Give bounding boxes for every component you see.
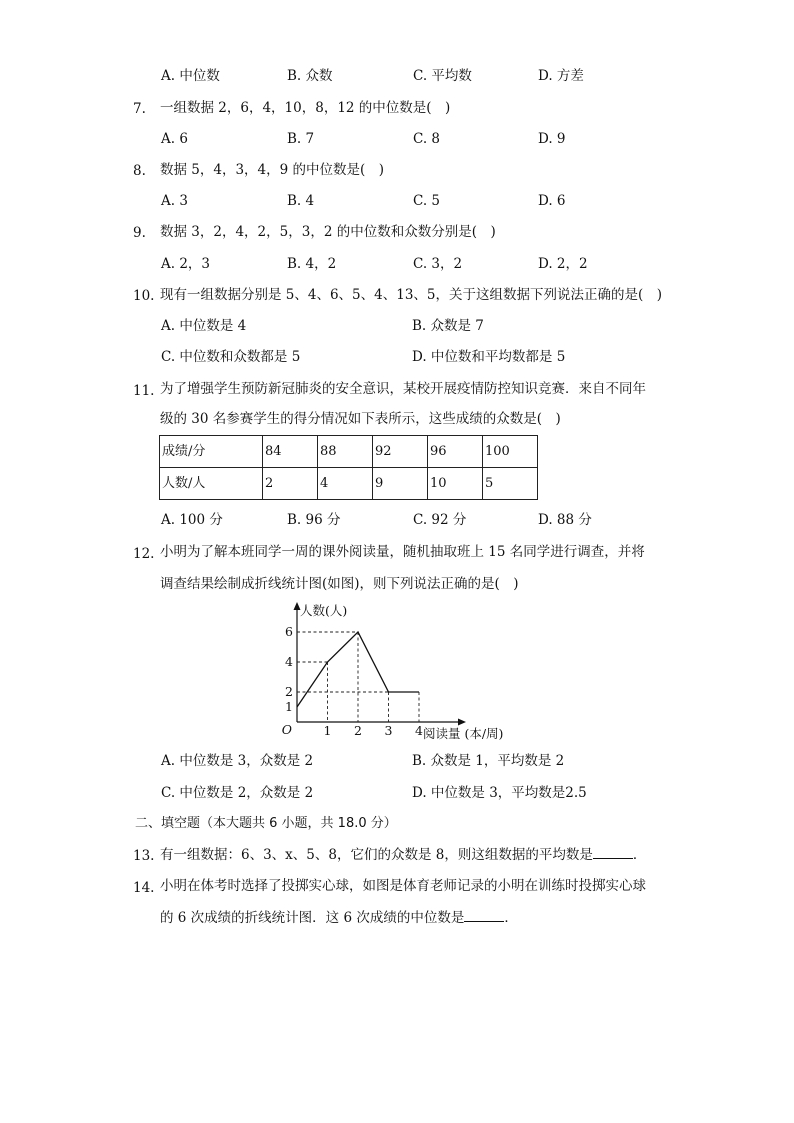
q7-choice-a: A. 6 [161, 131, 188, 147]
q7-choice-b: B. 7 [287, 131, 315, 147]
q14-number: 14. [133, 880, 155, 896]
table-cell: 84 [263, 436, 318, 468]
q11-stem-line2: 级的 30 名参赛学生的得分情况如下表所示，这些成绩的众数是( ) [160, 411, 561, 427]
table-cell: 人数/人 [160, 468, 263, 500]
score-table [159, 435, 538, 500]
table-cell: 4 [318, 468, 373, 500]
table-cell: 5 [483, 468, 538, 500]
q9-choice-d: D. 2，2 [538, 256, 588, 272]
q12-choice-b: B. 众数是 1，平均数是 2 [412, 753, 565, 769]
table-cell: 9 [373, 468, 428, 500]
table-cell: 100 [483, 436, 538, 468]
y-tick-label: 6 [285, 624, 293, 639]
answer-blank [593, 846, 633, 859]
q12-choice-d: D. 中位数是 3，平均数是2.5 [412, 785, 587, 801]
y-tick-label: 2 [285, 684, 293, 699]
q13-end: ． [632, 847, 647, 863]
q6-choice-d: D. 方差 [538, 68, 584, 84]
q9-choice-a: A. 2，3 [161, 256, 211, 272]
q8-choice-a: A. 3 [161, 193, 188, 209]
q7-stem: 一组数据 2，6，4，10，8，12 的中位数是( ) [160, 100, 451, 116]
q9-choice-c: C. 3，2 [413, 256, 463, 272]
q10-number: 10. [133, 288, 155, 304]
x-tick-label: 4 [415, 723, 423, 738]
q14-end: ． [504, 910, 518, 926]
q13-number: 13. [133, 848, 155, 864]
q11-choice-c: C. 92 分 [413, 512, 467, 528]
q13-stem [160, 846, 646, 864]
q6-choice-a: A. 中位数 [161, 68, 220, 84]
q6-choice-c: C. 平均数 [413, 68, 472, 84]
q12-stem-line2: 调查结果绘制成折线统计图(如图)，则下列说法正确的是( ) [160, 576, 519, 592]
q10-stem: 现有一组数据分别是 5、4、6、5、4、13、5，关于这组数据下列说法正确的是( ) [160, 287, 663, 303]
q11-choice-b: B. 96 分 [287, 512, 341, 528]
q12-number: 12. [133, 546, 155, 562]
x-tick-label: 3 [384, 723, 393, 738]
q8-choice-c: C. 5 [413, 193, 441, 209]
q8-stem: 数据 5，4，3，4，9 的中位数是( ) [160, 162, 385, 178]
q8-choice-b: B. 4 [287, 193, 315, 209]
q12-stem-line1: 小明为了解本班同学一周的课外阅读量，随机抽取班上 15 名同学进行调查，并将 [160, 544, 645, 560]
section-heading: 二、填空题（本大题共 6 小题，共 18.0 分） [135, 816, 397, 831]
q11-stem-line1: 为了增强学生预防新冠肺炎的安全意识，某校开展疫情防控知识竞赛．来自不同年 [160, 381, 646, 397]
y-tick-label: 1 [285, 699, 293, 714]
q7-choice-d: D. 9 [538, 131, 566, 147]
table-cell: 96 [428, 436, 483, 468]
answer-blank [464, 909, 504, 922]
q7-choice-c: C. 8 [413, 131, 441, 147]
q10-choice-a: A. 中位数是 4 [161, 318, 247, 334]
q14-stem-line1: 小明在体考时选择了投掷实心球，如图是体育老师记录的小明在训练时投掷实心球 [160, 878, 646, 894]
q9-choice-b: B. 4，2 [287, 256, 337, 272]
reading-line-chart [280, 600, 504, 745]
table-cell: 成绩/分 [160, 436, 263, 468]
q14-text: 的 6 次成绩的折线统计图．这 6 次成绩的中位数是 [160, 910, 465, 926]
x-axis-label: 阅读量 (本/周) [423, 726, 504, 741]
q8-number: 8. [133, 163, 146, 179]
table-row [160, 468, 538, 500]
table-cell: 88 [318, 436, 373, 468]
q7-number: 7. [133, 101, 146, 117]
origin-label: O [281, 722, 292, 737]
q11-number: 11. [133, 383, 155, 399]
q11-choice-d: D. 88 分 [538, 512, 592, 528]
q14-stem-line2 [160, 909, 518, 927]
q6-choice-b: B. 众数 [287, 68, 333, 84]
q9-stem: 数据 3，2，4，2，5，3，2 的中位数和众数分别是( ) [160, 224, 496, 240]
q9-number: 9. [133, 225, 146, 241]
x-tick-label: 1 [323, 723, 332, 738]
table-cell: 2 [263, 468, 318, 500]
y-axis-label: 人数(人) [300, 603, 348, 618]
q11-choice-a: A. 100 分 [161, 512, 223, 528]
q10-choice-c: C. 中位数和众数都是 5 [161, 349, 301, 365]
q12-choice-a: A. 中位数是 3，众数是 2 [161, 753, 314, 769]
table-cell: 92 [373, 436, 428, 468]
q10-choice-b: B. 众数是 7 [412, 318, 484, 334]
q8-choice-d: D. 6 [538, 193, 566, 209]
x-tick-label: 2 [354, 723, 362, 738]
table-row [160, 436, 538, 468]
q10-choice-d: D. 中位数和平均数都是 5 [412, 349, 566, 365]
table-cell: 10 [428, 468, 483, 500]
q13-text: 有一组数据：6、3、x、5、8，它们的众数是 8，则这组数据的平均数是 [160, 847, 593, 863]
y-tick-label: 4 [285, 654, 293, 669]
x-axis-arrow [458, 719, 466, 726]
q12-choice-c: C. 中位数是 2，众数是 2 [161, 785, 314, 801]
